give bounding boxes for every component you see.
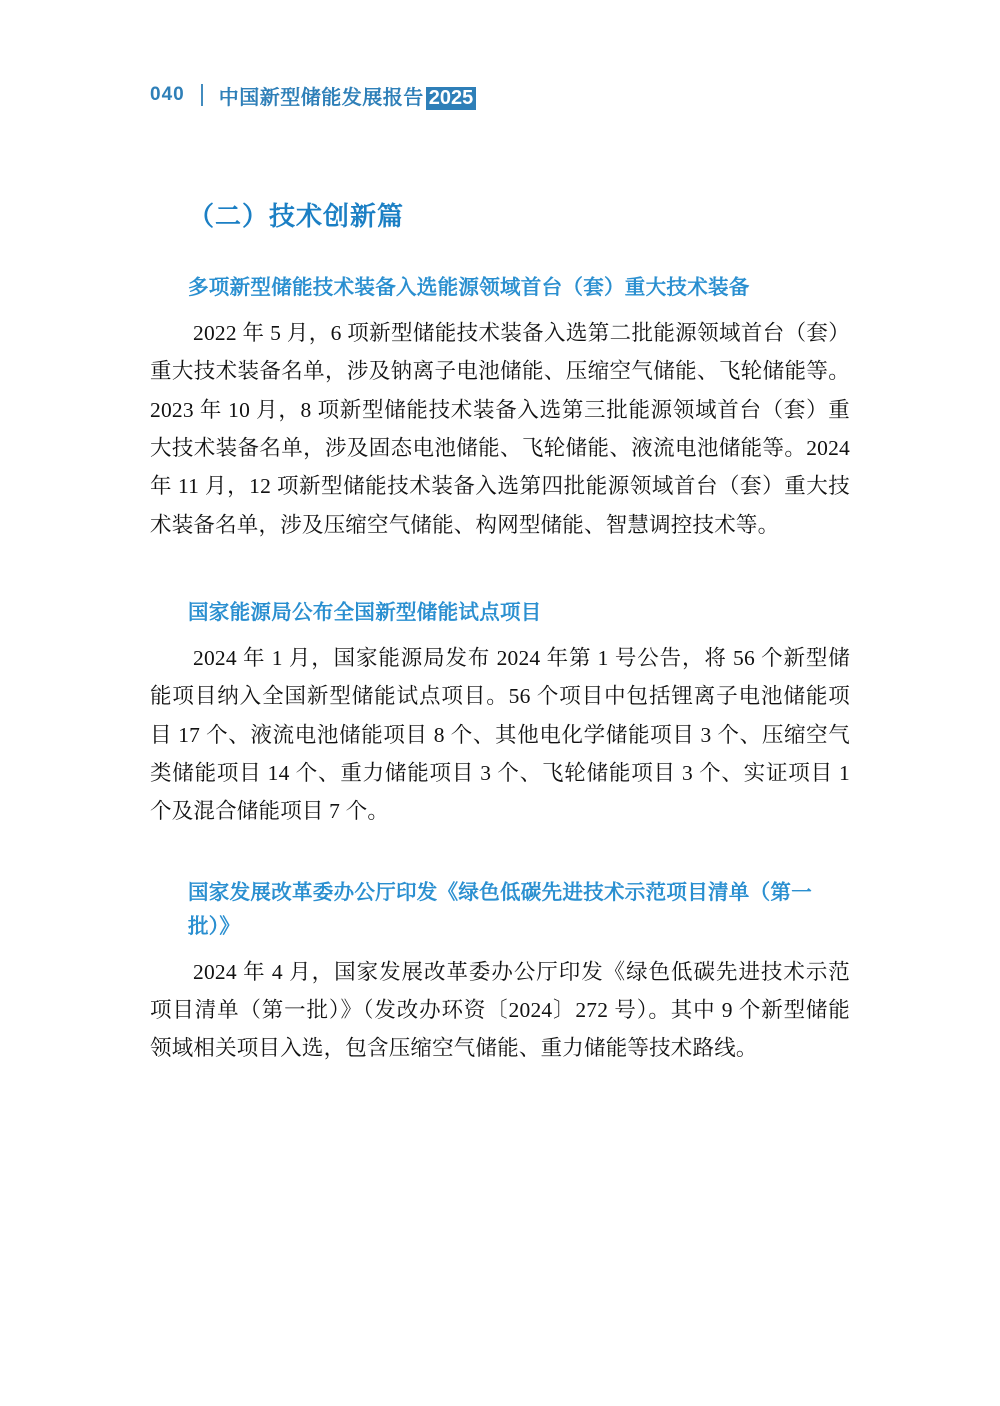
paragraph-3: 2024 年 4 月，国家发展改革委办公厅印发《绿色低碳先进技术示范项目清单（第一批）》（发改办环资〔2024〕272 号）。其中 9 个新型储能领域相关项目入选，包含压缩空气储能、重力储能等技术路线。 <box>150 959 850 1061</box>
page-content <box>150 196 850 1068</box>
spacer <box>150 830 850 876</box>
header-divider <box>201 84 203 106</box>
paragraph-1: 2022 年 5 月，6 项新型储能技术装备入选第二批能源领域首台（套）重大技术装备名单，涉及钠离子电池储能、压缩空气储能、飞轮储能等。2023 年 10 月，8 项新型储能技术装备入选第三批能源领域首台（套）重大技术装备名单，涉及固态电池储能、飞轮储能、液流电池储能等。2024 年 11 月，12 项新型储能技术装备入选第四批能源领域首台（套）重大技术装备名单，涉及压缩空气储能、构网型储能、智慧调控技术等。 <box>150 321 850 537</box>
running-header <box>150 78 476 112</box>
header-title <box>219 81 477 110</box>
header-title-text: 中国新型储能发展报告 <box>218 86 424 109</box>
page-number: 040 <box>150 84 185 105</box>
subsection-heading-3: 国家发展改革委办公厅印发《绿色低碳先进技术示范项目清单（第一批）》 <box>188 881 812 938</box>
spacer <box>150 544 850 596</box>
paragraph-2: 2024 年 1 月，国家能源局发布 2024 年第 1 号公告，将 56 个新型储能项目纳入全国新型储能试点项目。56 个项目中包括锂离子电池储能项目 17 个、液流电池储能项目 8 个、其他电化学储能项目 3 个、压缩空气类储能项目 14 个、重力储能项目 3 个、飞轮储能项目 3 个、实证项目 1 个及混合储能项目 7 个。 <box>150 646 850 824</box>
header-title-year: 2025 <box>426 87 477 110</box>
subsection-heading-2: 国家能源局公布全国新型储能试点项目 <box>188 600 542 624</box>
section-title: （二）技术创新篇 <box>188 201 405 231</box>
subsection-heading-1: 多项新型储能技术装备入选能源领域首台（套）重大技术装备 <box>188 276 750 299</box>
